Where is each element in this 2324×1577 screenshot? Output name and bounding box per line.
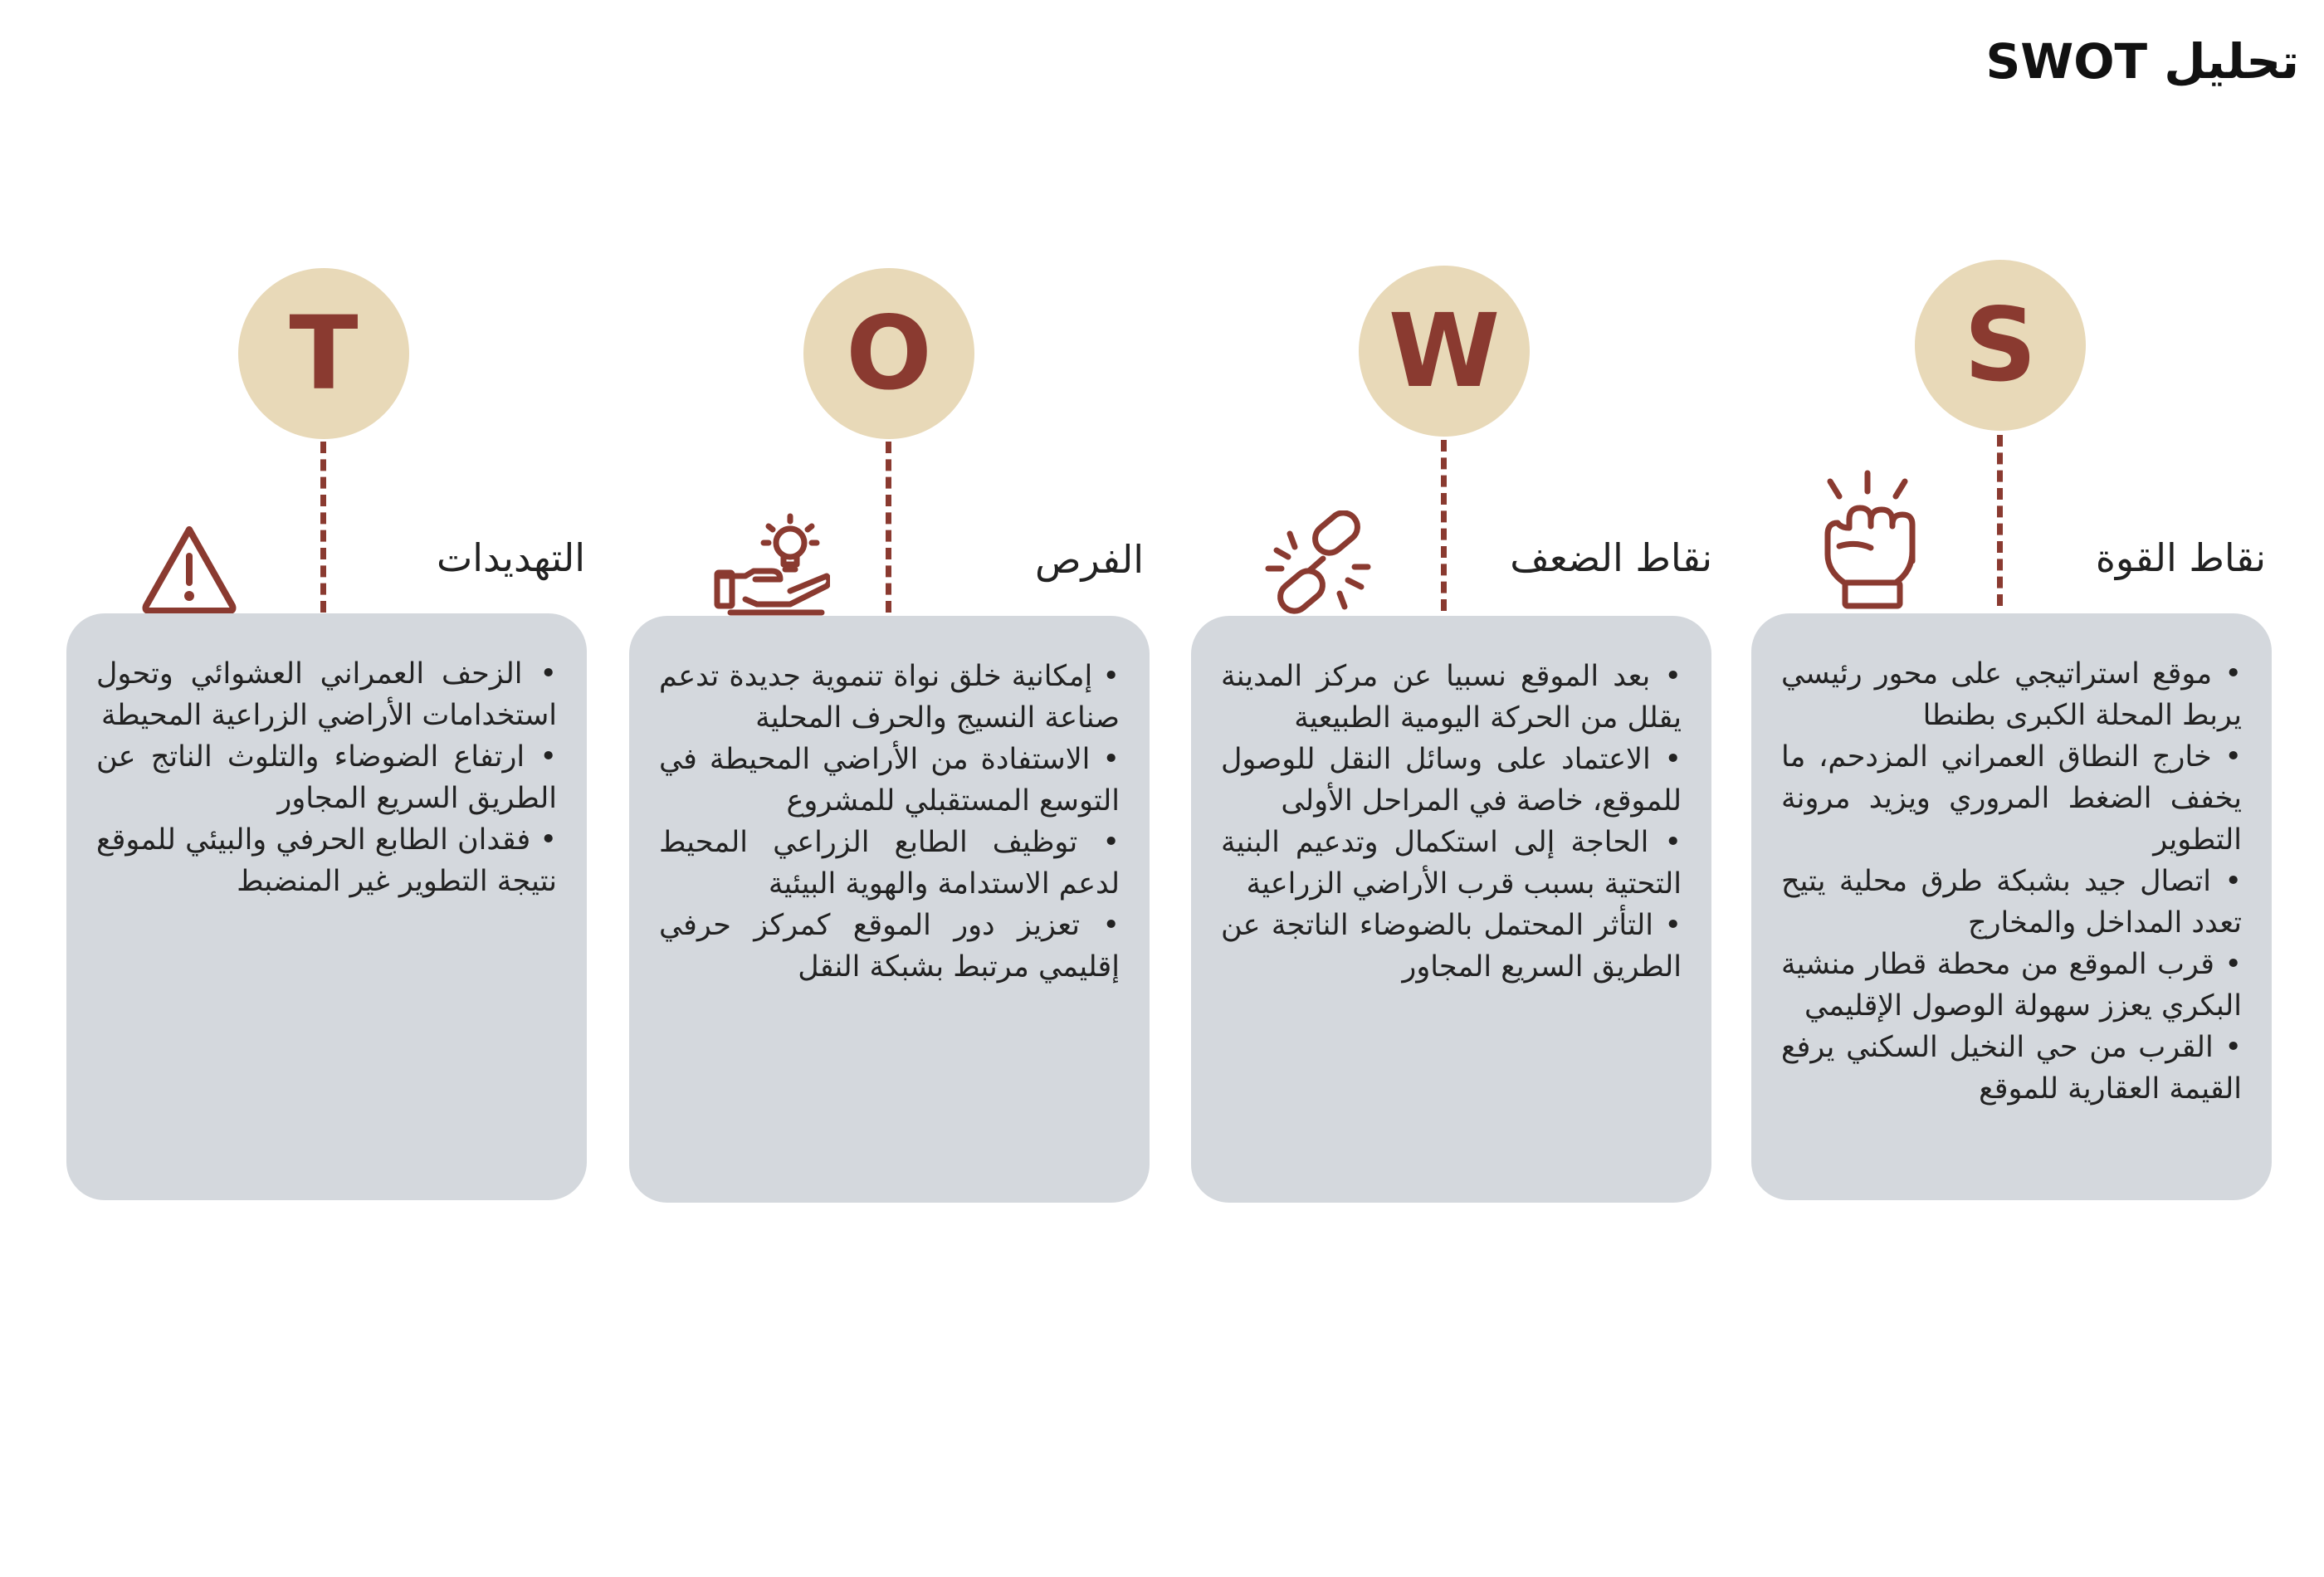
threat-item: • فقدان الطابع الحرفي والبيئي للموقع نتيجة التطوير غير المنضبط [96,823,557,898]
strength-item: • قرب الموقع من محطة قطار منشية البكري يعزز سهولة الوصول الإقليمي [1781,948,2242,1023]
opportunities-connector-line [886,442,891,613]
warning-triangle-icon [139,523,239,616]
weakness-item: • الحاجة إلى استكمال وتدعيم البنية التحتية بسبب قرب الأراضي الزراعية [1221,826,1682,901]
strength-item: • موقع استراتيجي على محور رئيسي يربط المحلة الكبرى بطنطا [1781,657,2242,732]
threats-connector-line [320,442,326,613]
opportunities-letter-circle: O [803,268,974,439]
opportunity-item: • الاستفادة من الأراضي المحيطة في التوسع المستقبلي للمشروع [659,743,1120,818]
strength-item: • القرب من حي النخيل السكني يرفع القيمة العقارية للموقع [1781,1031,2242,1106]
opportunity-item: • تعزيز دور الموقع كمركز حرفي إقليمي مرتبط بشبكة النقل [659,909,1120,984]
opportunity-item: • إمكانية خلق نواة تنموية جديدة تدعم صناعة النسيج والحرف المحلية [659,660,1120,735]
strengths-card [1751,613,2272,1200]
opportunities-card [629,616,1150,1203]
strengths-letter-circle: S [1915,260,2086,431]
page-title: تحليل SWOT [1985,33,2299,90]
threat-item: • الزحف العمراني العشوائي وتحول استخدامات الأراضي الزراعية المحيطة [96,657,557,732]
threats-letter-circle: T [238,268,409,439]
strength-item: • اتصال جيد بشبكة طرق محلية يتيح تعدد المداخل والمخارج [1781,865,2242,940]
weakness-item: • الاعتماد على وسائل النقل للوصول للموقع، خاصة في المراحل الأولى [1221,743,1682,818]
threat-item: • ارتفاع الضوضاء والتلوث الناتج عن الطريق السريع المجاور [96,740,557,815]
weaknesses-card [1191,616,1711,1203]
hand-lightbulb-icon [714,513,830,617]
weaknesses-heading: نقاط الضعف [1510,535,1712,580]
opportunities-heading: الفرص [1034,537,1144,582]
weakness-item: • التأثر المحتمل بالضوضاء الناتجة عن الطريق السريع المجاور [1221,909,1682,984]
threats-card [66,613,587,1200]
weaknesses-connector-line [1441,440,1447,611]
weaknesses-letter-circle: W [1359,266,1530,437]
broken-chain-icon [1262,510,1378,627]
opportunity-item: • توظيف الطابع الزراعي المحيط لدعم الاستدامة والهوية البيئية [659,826,1120,901]
strength-item: • خارج النطاق العمراني المزدحم، ما يخفف الضغط المروري ويزيد مرونة التطوير [1781,740,2242,857]
strengths-heading: نقاط القوة [2095,535,2266,580]
raised-fist-icon [1818,466,1926,616]
strengths-connector-line [1997,435,2003,606]
weakness-item: • بعد الموقع نسبيا عن مركز المدينة يقلل من الحركة اليومية الطبيعية [1221,660,1682,735]
threats-heading: التهديدات [436,535,585,580]
